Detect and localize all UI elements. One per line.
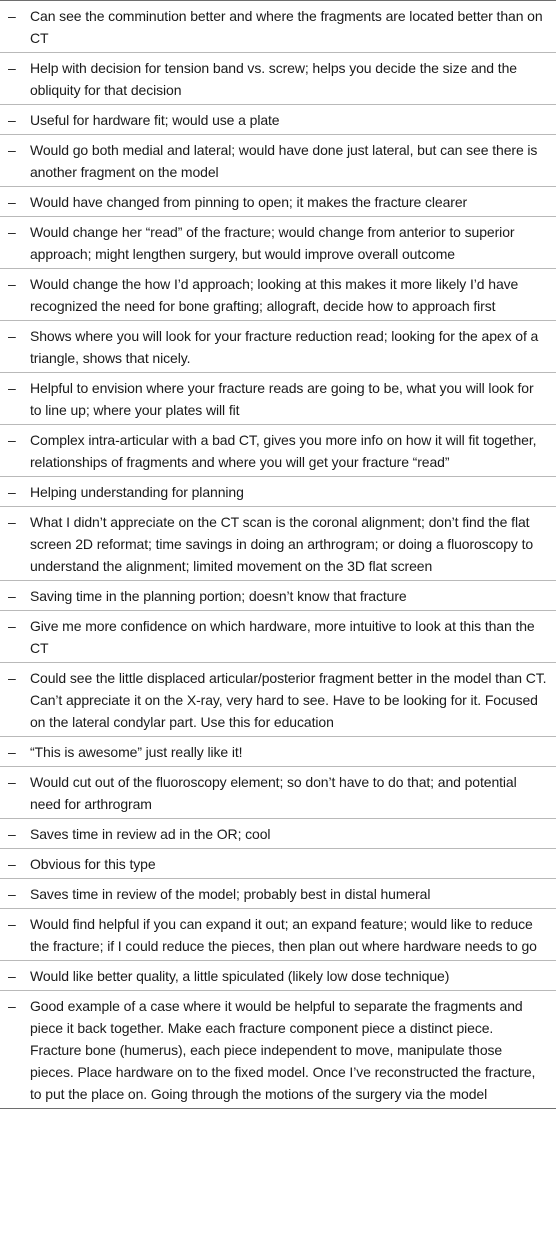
table-row: [0, 991, 556, 1109]
table-row: [0, 879, 556, 909]
row-text: Would change the how I’d approach; looking at this makes it more likely I’d have recognized the need for bone grafting; allograft, decide how to approach first: [30, 276, 519, 314]
row-text: Useful for hardware fit; would use a plate: [30, 112, 280, 128]
bullet-dash: –: [8, 224, 16, 240]
row-text: Would like better quality, a little spiculated (likely low dose technique): [30, 968, 450, 984]
table-row: [0, 849, 556, 879]
row-text: Complex intra-articular with a bad CT, gives you more info on how it will fit together, relationships of fragments and where you will get your fracture “read”: [30, 432, 537, 470]
table-row: [0, 507, 556, 581]
bullet-dash: –: [8, 998, 16, 1014]
row-text: What I didn’t appreciate on the CT scan is the coronal alignment; don’t find the flat screen 2D reformat; time savings in doing an arthrogram; or doing a fluoroscopy to understand the alignment; limited movement on the 3D flat screen: [30, 514, 534, 574]
table-row: [0, 909, 556, 961]
bullet-dash: –: [8, 618, 16, 634]
table-row: [0, 961, 556, 991]
table-row: [0, 425, 556, 477]
row-text: Saves time in review ad in the OR; cool: [30, 826, 271, 842]
table-row: [0, 373, 556, 425]
row-text: Would find helpful if you can expand it out; an expand feature; would like to reduce the fracture; if I could reduce the pieces, then plan out where hardware needs to go: [30, 916, 537, 954]
bullet-dash: –: [8, 514, 16, 530]
bullet-dash: –: [8, 380, 16, 396]
table-row: [0, 321, 556, 373]
table-row: [0, 819, 556, 849]
bullet-dash: –: [8, 8, 16, 24]
row-text: “This is awesome” just really like it!: [30, 744, 243, 760]
bullet-dash: –: [8, 194, 16, 210]
table-row: [0, 663, 556, 737]
row-text: Good example of a case where it would be helpful to separate the fragments and piece it back together. Make each fracture component piece a distinct piece. Fracture bone (humerus), each piece independent to move, manipulate those pieces. Place hardware on to the fixed model. Once I’ve reconstructed the fracture, to put the place on. Going through the motions of the surgery via the model: [30, 998, 536, 1102]
bullet-dash: –: [8, 670, 16, 686]
row-text: Shows where you will look for your fracture reduction read; looking for the apex of a triangle, shows that nicely.: [30, 328, 539, 366]
bullet-dash: –: [8, 774, 16, 790]
table-row: [0, 767, 556, 819]
bullet-dash: –: [8, 968, 16, 984]
table-row: [0, 217, 556, 269]
table-row: [0, 105, 556, 135]
bullet-dash: –: [8, 744, 16, 760]
table-row: [0, 135, 556, 187]
row-text: Give me more confidence on which hardware, more intuitive to look at this than the CT: [30, 618, 535, 656]
table-row: [0, 1, 556, 53]
row-text: Would cut out of the fluoroscopy element; so don’t have to do that; and potential need for arthrogram: [30, 774, 517, 812]
bullet-dash: –: [8, 484, 16, 500]
row-text: Obvious for this type: [30, 856, 156, 872]
table-row: [0, 611, 556, 663]
table-row: [0, 53, 556, 105]
row-text: Would have changed from pinning to open; it makes the fracture clearer: [30, 194, 468, 210]
row-text: Help with decision for tension band vs. screw; helps you decide the size and the obliquity for that decision: [30, 60, 517, 98]
bullet-dash: –: [8, 916, 16, 932]
row-text: Could see the little displaced articular/posterior fragment better in the model than CT. Can’t appreciate it on the X-ray, very hard to see. Have to be looking for it. Focused on the lateral condylar part. Use this for education: [30, 670, 547, 730]
row-text: Helping understanding for planning: [30, 484, 244, 500]
row-text: Saves time in review of the model; probably best in distal humeral: [30, 886, 431, 902]
bullet-dash: –: [8, 112, 16, 128]
bullet-dash: –: [8, 60, 16, 76]
bullet-dash: –: [8, 328, 16, 344]
table-row: [0, 269, 556, 321]
row-text: Can see the comminution better and where the fragments are located better than on CT: [30, 8, 543, 46]
table-row: [0, 581, 556, 611]
table-row: [0, 477, 556, 507]
bullet-dash: –: [8, 886, 16, 902]
bullet-dash: –: [8, 826, 16, 842]
row-text: Saving time in the planning portion; doesn’t know that fracture: [30, 588, 407, 604]
row-text: Helpful to envision where your fracture reads are going to be, what you will look for to line up; where your plates will fit: [30, 380, 534, 418]
row-text: Would go both medial and lateral; would have done just lateral, but can see there is another fragment on the model: [30, 142, 538, 180]
row-text: Would change her “read” of the fracture; would change from anterior to superior approach; might lengthen surgery, but would improve overall outcome: [30, 224, 515, 262]
bullet-dash: –: [8, 856, 16, 872]
table-row: [0, 737, 556, 767]
bullet-dash: –: [8, 432, 16, 448]
table-row: [0, 187, 556, 217]
bullet-dash: –: [8, 588, 16, 604]
bullet-dash: –: [8, 276, 16, 292]
bullet-dash: –: [8, 142, 16, 158]
